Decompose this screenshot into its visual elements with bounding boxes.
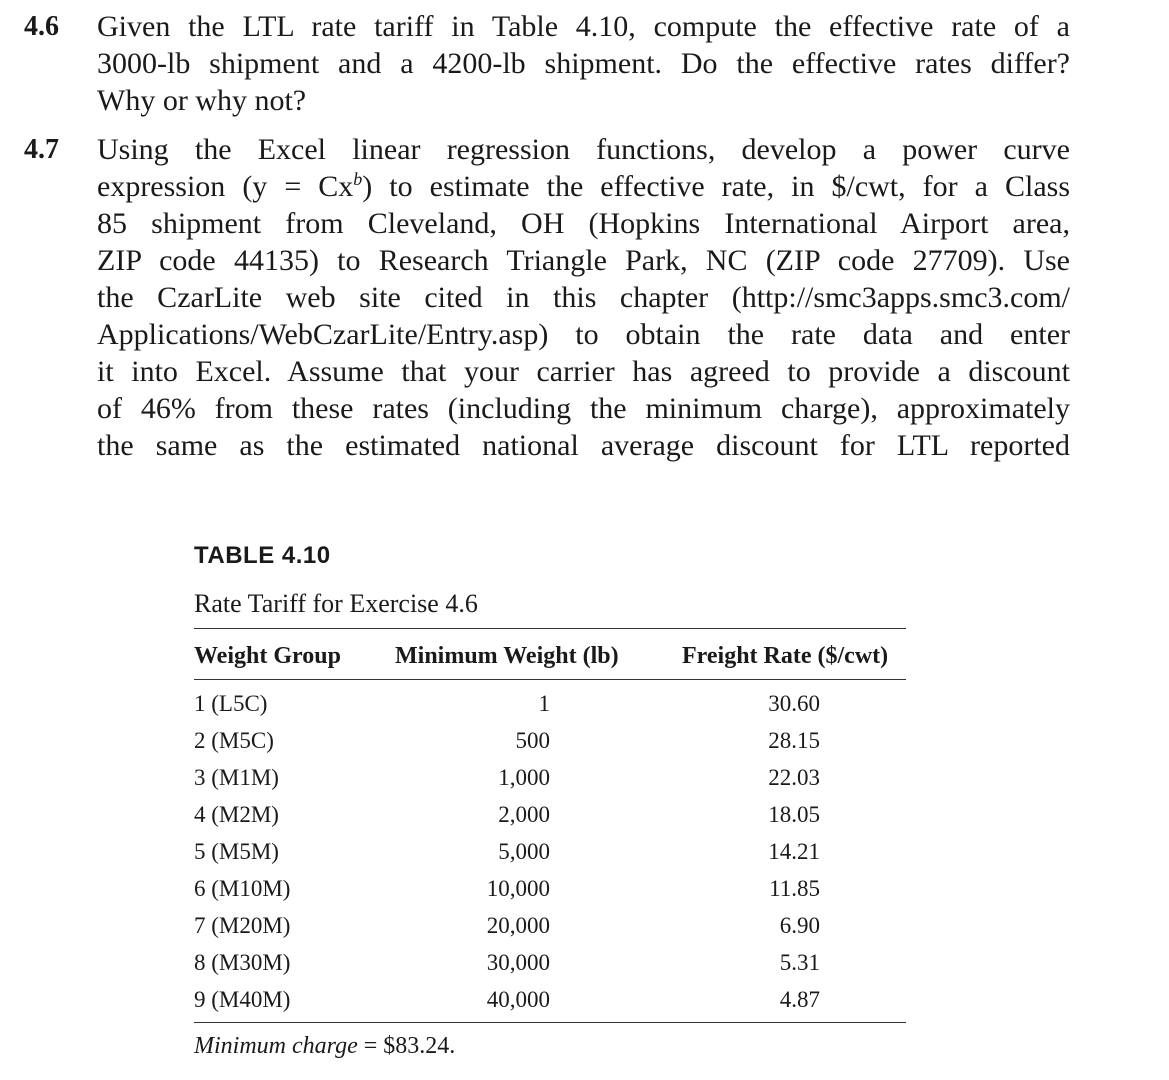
exercise-text-line: 85 shipment from Cleveland, OH (Hopkins International Airport area, [97, 207, 1070, 240]
table-label: TABLE 4.10 [194, 542, 331, 569]
minimum-weight-cell: 30,000 [486, 950, 550, 975]
weight-group-cell: 5 (M5M) [194, 839, 279, 864]
table-footnote [194, 1033, 455, 1060]
exercise-text-line: Applications/WebCzarLite/Entry.asp) to obtain the rate data and enter [97, 318, 1070, 351]
freight-rate-cell: 22.03 [768, 765, 820, 790]
weight-group-cell: 9 (M40M) [194, 987, 291, 1012]
table-row [194, 685, 906, 722]
table-bottom-rule [194, 1022, 906, 1023]
exercise-text-line: Why or why not? [97, 84, 307, 117]
exercise-text-line: the CzarLite web site cited in this chapter (http://smc3apps.smc3.com/ [97, 281, 1070, 314]
weight-group-cell: 2 (M5C) [194, 728, 274, 753]
table-row [194, 870, 906, 907]
exercise-text-line: of 46% from these rates (including the minimum charge), approximately [97, 392, 1070, 425]
exercise-4-7 [24, 131, 1074, 471]
freight-rate-cell: 6.90 [779, 913, 820, 938]
table-row [194, 833, 906, 870]
weight-group-cell: 4 (M2M) [194, 802, 279, 827]
table-row [194, 907, 906, 944]
table-header-rule [194, 679, 906, 680]
minimum-weight-cell: 500 [515, 728, 550, 753]
table-top-rule [194, 628, 906, 629]
header-weight-group: Weight Group [194, 643, 341, 669]
exercise-text-line: Using the Excel linear regression functions, develop a power curve [97, 133, 1070, 166]
weight-group-cell: 7 (M20M) [194, 913, 291, 938]
minimum-weight-cell: 5,000 [498, 839, 550, 864]
exercise-text-line: 3000-lb shipment and a 4200-lb shipment. Do the effective rates differ? [97, 47, 1070, 80]
table-row [194, 981, 906, 1018]
exercise-4-6 [24, 8, 1074, 123]
weight-group-cell: 8 (M30M) [194, 950, 291, 975]
exercise-text-line: ZIP code 44135) to Research Triangle Park, NC (ZIP code 27709). Use [97, 244, 1070, 277]
header-freight-rate: Freight Rate ($/cwt) [682, 643, 889, 669]
exercise-text-line: expression $(y = Cx^b)$ to estimate the effective rate, in $/cwt, for a Class [97, 169, 1070, 203]
table-row [194, 759, 906, 796]
weight-group-cell: 3 (M1M) [194, 765, 279, 790]
minimum-weight-cell: 1 [538, 691, 550, 716]
footnote-value: = $83.24. [357, 1033, 456, 1059]
freight-rate-cell: 28.15 [768, 728, 820, 753]
table-caption: Rate Tariff for Exercise 4.6 [194, 589, 478, 618]
table-row [194, 722, 906, 759]
exercise-number: 4.7 [24, 134, 59, 165]
table-row [194, 944, 906, 981]
minimum-weight-cell: 2,000 [498, 802, 550, 827]
header-minimum-weight: Minimum Weight (lb) [395, 643, 619, 669]
table-row [194, 796, 906, 833]
exercise-text-line: Given the LTL rate tariff in Table 4.10, compute the effective rate of a [97, 10, 1070, 43]
minimum-weight-cell: 40,000 [486, 987, 550, 1012]
minimum-weight-cell: 10,000 [486, 876, 550, 901]
freight-rate-cell: 11.85 [769, 876, 820, 901]
weight-group-cell: 6 (M10M) [194, 876, 291, 901]
freight-rate-cell: 4.87 [779, 987, 820, 1012]
freight-rate-cell: 14.21 [768, 839, 820, 864]
rate-tariff-table [194, 540, 906, 1060]
footnote-label: Minimum charge [194, 1033, 358, 1059]
freight-rate-cell: 18.05 [768, 802, 820, 827]
weight-group-cell: 1 (L5C) [194, 691, 268, 716]
minimum-weight-cell: 20,000 [486, 913, 550, 938]
exercise-text-line: it into Excel. Assume that your carrier has agreed to provide a discount [97, 355, 1070, 388]
exponent-b: b [353, 169, 363, 189]
exercise-text-line: the same as the estimated national average discount for LTL reported [97, 429, 1070, 462]
freight-rate-cell: 5.31 [779, 950, 820, 975]
freight-rate-cell: 30.60 [768, 691, 820, 716]
exercise-number: 4.6 [24, 11, 59, 42]
minimum-weight-cell: 1,000 [498, 765, 550, 790]
